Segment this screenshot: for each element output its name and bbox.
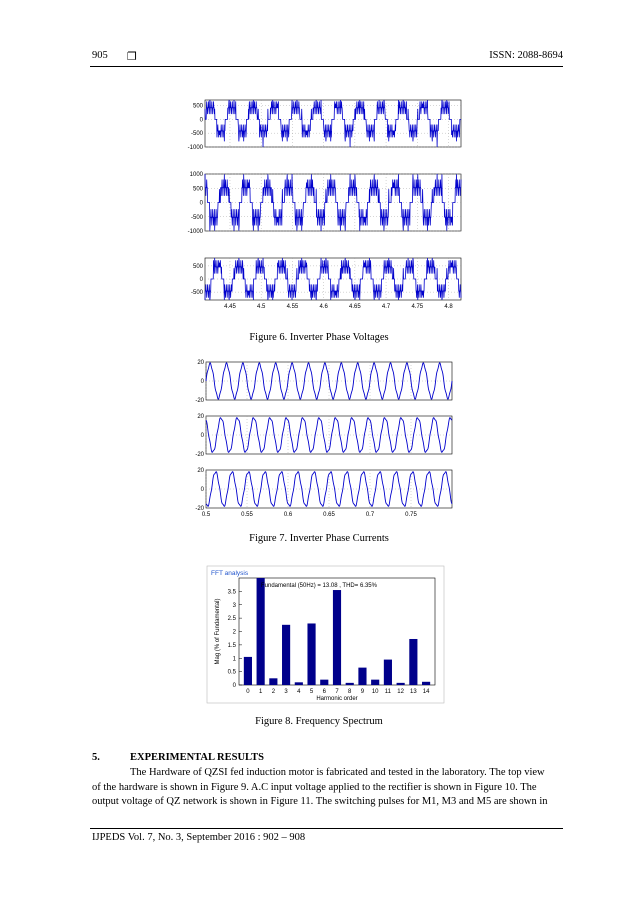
body-line-2: of the hardware is shown in Figure 9. A.C input voltage applied to the rectifier is shown in Figure 10. The (92, 781, 537, 793)
fft-bar (257, 578, 265, 685)
x-tick-label: 4.75 (411, 304, 424, 310)
x-tick-label: 4.55 (286, 304, 299, 310)
body-line-3: output voltage of QZ network is shown in Figure 11. The switching pulses for M1, M3 and M5 are shown in (92, 796, 548, 808)
fft-bar (244, 657, 252, 685)
footer-rule (90, 828, 563, 829)
figure-6-caption: Figure 6. Inverter Phase Voltages (249, 332, 389, 343)
y-tick-label: -500 (190, 131, 203, 138)
fft-bar (282, 625, 290, 685)
y-tick-label: 0 (199, 117, 203, 124)
x-tick-label: 7 (335, 689, 339, 695)
y-tick-label: 20 (197, 360, 204, 366)
y-tick-label: 0 (199, 277, 203, 283)
figure-7-currents-chart (190, 356, 460, 521)
fft-annotation: Fundamental (50Hz) = 13.08 , THD= 6.35% (261, 583, 377, 589)
x-tick-label: 4.7 (381, 304, 391, 310)
x-tick-label: 0.7 (365, 512, 375, 518)
y-axis-label: Mag (% of Fundamental) (215, 598, 221, 665)
section-body (92, 766, 563, 810)
section-title: EXPERIMENTAL RESULTS (130, 752, 264, 763)
y-tick-label: 2 (232, 629, 236, 636)
x-tick-label: 0.65 (323, 512, 335, 518)
y-tick-label: -20 (195, 398, 204, 404)
y-tick-label: 500 (192, 263, 203, 270)
y-tick-label: 0 (200, 379, 204, 385)
x-tick-label: 8 (348, 689, 352, 695)
y-tick-label: 1000 (189, 172, 203, 178)
x-tick-label: 4.45 (224, 304, 236, 310)
figure-8-caption: Figure 8. Frequency Spectrum (255, 716, 383, 727)
fft-bar (346, 683, 354, 685)
x-tick-label: 0.6 (283, 512, 293, 518)
x-tick-label: 5 (309, 689, 314, 695)
fft-bar (397, 683, 405, 685)
page-number: 905 (92, 50, 108, 61)
y-tick-label: 0 (200, 487, 204, 493)
x-tick-label: 1 (258, 689, 263, 695)
fft-bar (409, 639, 417, 685)
x-tick-label: 6 (322, 689, 326, 695)
fft-bar (269, 678, 277, 685)
y-tick-label: 3 (232, 602, 236, 609)
fft-title: FFT analysis (211, 570, 249, 577)
fft-bar (371, 680, 379, 685)
y-tick-label: -20 (195, 452, 204, 458)
y-tick-label: 0 (200, 433, 204, 439)
y-tick-label: 1.5 (227, 642, 236, 649)
fft-bar (307, 623, 315, 685)
y-tick-label: 500 (192, 103, 203, 110)
fft-bar (320, 680, 328, 685)
x-tick-label: 0.55 (241, 512, 253, 518)
header-rule (90, 66, 563, 67)
section-number: 5. (92, 752, 100, 763)
y-tick-label: 3.5 (227, 589, 236, 596)
x-tick-label: 11 (384, 689, 392, 695)
x-tick-label: 0.5 (201, 512, 211, 518)
x-tick-label: 4.6 (319, 304, 328, 310)
body-line-1: The Hardware of QZSI fed induction motor is fabricated and tested in the laboratory. The top view (130, 767, 545, 778)
fft-bar (295, 682, 303, 685)
fft-bar (358, 668, 366, 685)
fft-bar (422, 682, 430, 685)
fft-bar (384, 660, 392, 685)
y-tick-label: 500 (192, 186, 203, 193)
y-tick-label: -1000 (187, 229, 203, 235)
y-tick-label: -500 (190, 214, 203, 221)
x-tick-label: 4 (297, 689, 301, 695)
y-tick-label: 20 (197, 414, 204, 420)
x-tick-label: 4.8 (444, 304, 453, 310)
x-tick-label: 0 (246, 689, 250, 695)
x-tick-label: 4.5 (257, 304, 266, 310)
y-tick-label: -500 (190, 290, 203, 297)
x-tick-label: 0.75 (405, 512, 417, 518)
issn: ISSN: 2088-8694 (489, 50, 563, 61)
figure-7-caption: Figure 7. Inverter Phase Currents (249, 533, 389, 544)
y-tick-label: -1000 (187, 145, 203, 151)
y-tick-label: 0 (232, 683, 236, 689)
x-tick-label: 12 (397, 689, 404, 695)
y-tick-label: 0 (199, 200, 203, 207)
y-tick-label: 2.5 (227, 616, 236, 623)
x-tick-label: 2 (271, 689, 276, 695)
y-tick-label: 0.5 (227, 669, 236, 676)
x-axis-label: Harmonic order (316, 696, 358, 702)
x-tick-label: 14 (422, 689, 430, 695)
x-tick-label: 9 (360, 689, 365, 695)
y-tick-label: -20 (195, 506, 204, 512)
x-tick-label: 10 (371, 689, 379, 695)
figure-6-voltages-chart (185, 98, 465, 318)
x-tick-label: 13 (410, 689, 417, 695)
fft-bar (333, 590, 341, 685)
y-tick-label: 20 (197, 468, 204, 474)
x-tick-label: 4.65 (349, 304, 361, 310)
y-tick-label: 1 (232, 656, 236, 663)
footer-text: IJPEDS Vol. 7, No. 3, September 2016 : 902 – 908 (92, 832, 306, 843)
figure-8-fft-chart (207, 566, 444, 703)
x-tick-label: 3 (284, 689, 288, 695)
box-icon: ❐ (127, 50, 137, 63)
